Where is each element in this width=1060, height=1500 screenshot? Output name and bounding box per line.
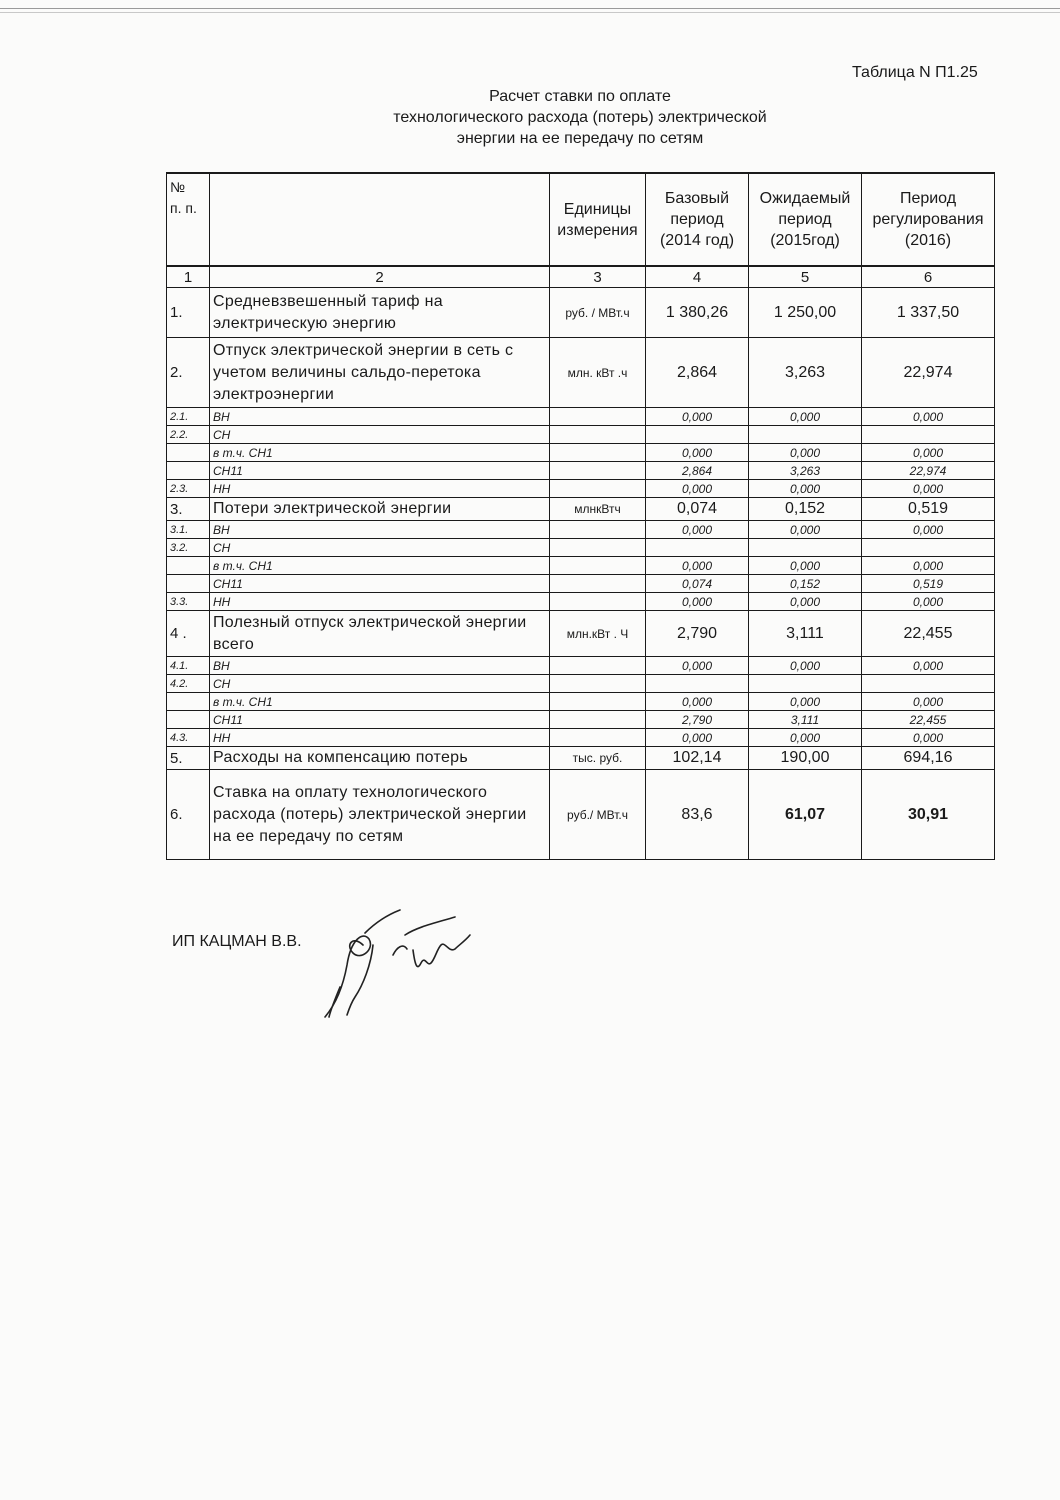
cell-name: ВН bbox=[210, 657, 550, 675]
title-line: технологического расхода (потерь) электрической bbox=[393, 109, 767, 126]
cell-unit bbox=[550, 711, 646, 729]
cell-unit: руб. / МВт.ч bbox=[550, 288, 646, 338]
table-number: Таблица N П1.25 bbox=[852, 64, 978, 81]
cell-expected-period: 0,000 bbox=[749, 408, 862, 426]
cell-num: 1. bbox=[167, 288, 210, 338]
cell-name: в т.ч. СН1 bbox=[210, 444, 550, 462]
cell-unit bbox=[550, 539, 646, 557]
cell-num bbox=[167, 711, 210, 729]
cell-regulation-period bbox=[862, 675, 995, 693]
table-row bbox=[167, 693, 995, 711]
scan-edge-second bbox=[0, 12, 1060, 13]
cell-num bbox=[167, 444, 210, 462]
cell-num: 2.1. bbox=[167, 408, 210, 426]
cell-expected-period: 3,263 bbox=[749, 338, 862, 408]
cell-regulation-period: 1 337,50 bbox=[862, 288, 995, 338]
table-row bbox=[167, 462, 995, 480]
cell-base-period: 0,000 bbox=[646, 657, 749, 675]
title-line: Расчет ставки по оплате bbox=[489, 88, 671, 105]
cell-expected-period: 0,000 bbox=[749, 693, 862, 711]
cell-expected-period: 61,07 bbox=[749, 770, 862, 860]
table-body bbox=[167, 173, 995, 860]
column-number: 4 bbox=[646, 266, 749, 288]
cell-expected-period: 0,152 bbox=[749, 498, 862, 521]
cell-unit bbox=[550, 593, 646, 611]
cell-num bbox=[167, 557, 210, 575]
table-row bbox=[167, 747, 995, 770]
cell-unit bbox=[550, 675, 646, 693]
column-number: 2 bbox=[210, 266, 550, 288]
cell-regulation-period: 22,974 bbox=[862, 462, 995, 480]
cell-expected-period: 3,111 bbox=[749, 711, 862, 729]
cell-regulation-period: 694,16 bbox=[862, 747, 995, 770]
table-row bbox=[167, 498, 995, 521]
cell-num: 5. bbox=[167, 747, 210, 770]
cell-name: СН bbox=[210, 539, 550, 557]
header-regulation-period: Период регулирования (2016) bbox=[862, 173, 995, 266]
table-row bbox=[167, 770, 995, 860]
cell-regulation-period: 0,519 bbox=[862, 498, 995, 521]
cell-name: Ставка на оплату технологического расхода (потерь) электрической энергии на ее передачу по сетям bbox=[210, 770, 550, 860]
cell-base-period: 0,000 bbox=[646, 693, 749, 711]
cell-num: 4.2. bbox=[167, 675, 210, 693]
cell-base-period: 83,6 bbox=[646, 770, 749, 860]
cell-base-period: 0,000 bbox=[646, 408, 749, 426]
document-title bbox=[330, 86, 830, 149]
column-number: 5 bbox=[749, 266, 862, 288]
cell-expected-period: 0,000 bbox=[749, 521, 862, 539]
cell-regulation-period: 0,000 bbox=[862, 693, 995, 711]
cell-num: 2.2. bbox=[167, 426, 210, 444]
cell-name: СН bbox=[210, 426, 550, 444]
cell-expected-period bbox=[749, 426, 862, 444]
cell-num: 4.3. bbox=[167, 729, 210, 747]
cell-base-period: 0,074 bbox=[646, 575, 749, 593]
cell-regulation-period: 0,000 bbox=[862, 657, 995, 675]
cell-expected-period: 3,111 bbox=[749, 611, 862, 657]
cell-regulation-period: 0,000 bbox=[862, 444, 995, 462]
header-row bbox=[167, 173, 995, 266]
column-number: 6 bbox=[862, 266, 995, 288]
cell-num: 6. bbox=[167, 770, 210, 860]
cell-unit: млнкВтч bbox=[550, 498, 646, 521]
cell-name: Расходы на компенсацию потерь bbox=[210, 747, 550, 770]
cell-unit bbox=[550, 729, 646, 747]
cell-unit bbox=[550, 444, 646, 462]
cell-base-period: 0,000 bbox=[646, 521, 749, 539]
cell-name: СН bbox=[210, 675, 550, 693]
cell-unit bbox=[550, 462, 646, 480]
cell-regulation-period: 0,000 bbox=[862, 521, 995, 539]
cell-name: ВН bbox=[210, 521, 550, 539]
cell-name: Средневзвешенный тариф на электрическую энергию bbox=[210, 288, 550, 338]
table-row bbox=[167, 521, 995, 539]
cell-expected-period: 0,152 bbox=[749, 575, 862, 593]
cell-unit: руб./ МВт.ч bbox=[550, 770, 646, 860]
cell-expected-period: 3,263 bbox=[749, 462, 862, 480]
signer-name: ИП КАЦМАН В.В. bbox=[172, 933, 302, 950]
header-name bbox=[210, 173, 550, 266]
cell-expected-period: 0,000 bbox=[749, 593, 862, 611]
cell-regulation-period: 22,974 bbox=[862, 338, 995, 408]
table-row bbox=[167, 657, 995, 675]
column-number: 1 bbox=[167, 266, 210, 288]
cell-regulation-period: 0,000 bbox=[862, 557, 995, 575]
table-row bbox=[167, 729, 995, 747]
cell-base-period: 0,000 bbox=[646, 444, 749, 462]
cell-name: СН11 bbox=[210, 711, 550, 729]
header-unit: Единицы измерения bbox=[550, 173, 646, 266]
table-row bbox=[167, 444, 995, 462]
table-row bbox=[167, 593, 995, 611]
column-number-row bbox=[167, 266, 995, 288]
cell-num: 2. bbox=[167, 338, 210, 408]
cell-regulation-period: 0,000 bbox=[862, 593, 995, 611]
cell-base-period: 1 380,26 bbox=[646, 288, 749, 338]
cell-num: 3.2. bbox=[167, 539, 210, 557]
cell-num: 4.1. bbox=[167, 657, 210, 675]
cell-base-period: 102,14 bbox=[646, 747, 749, 770]
cell-unit bbox=[550, 480, 646, 498]
cell-base-period: 2,790 bbox=[646, 611, 749, 657]
cell-name: НН bbox=[210, 729, 550, 747]
cell-base-period bbox=[646, 539, 749, 557]
cell-name: Полезный отпуск электрической энергии всего bbox=[210, 611, 550, 657]
cell-base-period: 2,864 bbox=[646, 462, 749, 480]
table-row bbox=[167, 575, 995, 593]
table-row bbox=[167, 288, 995, 338]
cell-expected-period bbox=[749, 675, 862, 693]
cell-unit bbox=[550, 693, 646, 711]
cell-base-period: 0,000 bbox=[646, 593, 749, 611]
table-row bbox=[167, 611, 995, 657]
cell-regulation-period: 0,519 bbox=[862, 575, 995, 593]
table-row bbox=[167, 539, 995, 557]
scan-edge-top bbox=[0, 8, 1060, 9]
cell-name: СН11 bbox=[210, 575, 550, 593]
cell-expected-period bbox=[749, 539, 862, 557]
cell-name: СН11 bbox=[210, 462, 550, 480]
table-row bbox=[167, 426, 995, 444]
cell-expected-period: 1 250,00 bbox=[749, 288, 862, 338]
column-number: 3 bbox=[550, 266, 646, 288]
cell-name: ВН bbox=[210, 408, 550, 426]
table-row bbox=[167, 711, 995, 729]
handwritten-signature bbox=[305, 905, 495, 1025]
table-row bbox=[167, 480, 995, 498]
cell-base-period: 0,074 bbox=[646, 498, 749, 521]
cell-unit bbox=[550, 557, 646, 575]
cell-name: НН bbox=[210, 480, 550, 498]
cell-expected-period: 0,000 bbox=[749, 657, 862, 675]
cell-name: в т.ч. СН1 bbox=[210, 557, 550, 575]
cell-regulation-period bbox=[862, 539, 995, 557]
cell-unit bbox=[550, 521, 646, 539]
table-row bbox=[167, 675, 995, 693]
cell-regulation-period bbox=[862, 426, 995, 444]
cell-num: 3.1. bbox=[167, 521, 210, 539]
cell-name: в т.ч. СН1 bbox=[210, 693, 550, 711]
cell-regulation-period: 0,000 bbox=[862, 729, 995, 747]
cell-unit bbox=[550, 408, 646, 426]
calculation-table bbox=[166, 172, 995, 860]
table-row bbox=[167, 408, 995, 426]
cell-name: Потери электрической энергии bbox=[210, 498, 550, 521]
cell-num bbox=[167, 693, 210, 711]
title-line: энергии на ее передачу по сетям bbox=[456, 130, 704, 147]
cell-num bbox=[167, 462, 210, 480]
cell-regulation-period: 0,000 bbox=[862, 408, 995, 426]
cell-base-period bbox=[646, 675, 749, 693]
table-row bbox=[167, 338, 995, 408]
header-expected-period: Ожидаемый период (2015год) bbox=[749, 173, 862, 266]
cell-unit: млн.кВт . Ч bbox=[550, 611, 646, 657]
cell-base-period: 0,000 bbox=[646, 480, 749, 498]
cell-num: 4 . bbox=[167, 611, 210, 657]
cell-expected-period: 190,00 bbox=[749, 747, 862, 770]
cell-num: 2.3. bbox=[167, 480, 210, 498]
cell-base-period: 2,790 bbox=[646, 711, 749, 729]
cell-unit: млн. кВт .ч bbox=[550, 338, 646, 408]
header-num: № п. п. bbox=[167, 173, 210, 266]
cell-num bbox=[167, 575, 210, 593]
cell-expected-period: 0,000 bbox=[749, 444, 862, 462]
cell-unit bbox=[550, 657, 646, 675]
cell-expected-period: 0,000 bbox=[749, 729, 862, 747]
cell-regulation-period: 22,455 bbox=[862, 611, 995, 657]
cell-base-period: 0,000 bbox=[646, 557, 749, 575]
cell-base-period: 0,000 bbox=[646, 729, 749, 747]
cell-expected-period: 0,000 bbox=[749, 480, 862, 498]
cell-num: 3. bbox=[167, 498, 210, 521]
cell-unit bbox=[550, 426, 646, 444]
cell-unit: тыс. руб. bbox=[550, 747, 646, 770]
cell-base-period bbox=[646, 426, 749, 444]
cell-regulation-period: 22,455 bbox=[862, 711, 995, 729]
cell-name: НН bbox=[210, 593, 550, 611]
cell-unit bbox=[550, 575, 646, 593]
cell-regulation-period: 0,000 bbox=[862, 480, 995, 498]
cell-base-period: 2,864 bbox=[646, 338, 749, 408]
header-base-period: Базовый период (2014 год) bbox=[646, 173, 749, 266]
table-row bbox=[167, 557, 995, 575]
cell-expected-period: 0,000 bbox=[749, 557, 862, 575]
cell-regulation-period: 30,91 bbox=[862, 770, 995, 860]
cell-num: 3.3. bbox=[167, 593, 210, 611]
cell-name: Отпуск электрической энергии в сеть с учетом величины сальдо-перетока электроэнергии bbox=[210, 338, 550, 408]
